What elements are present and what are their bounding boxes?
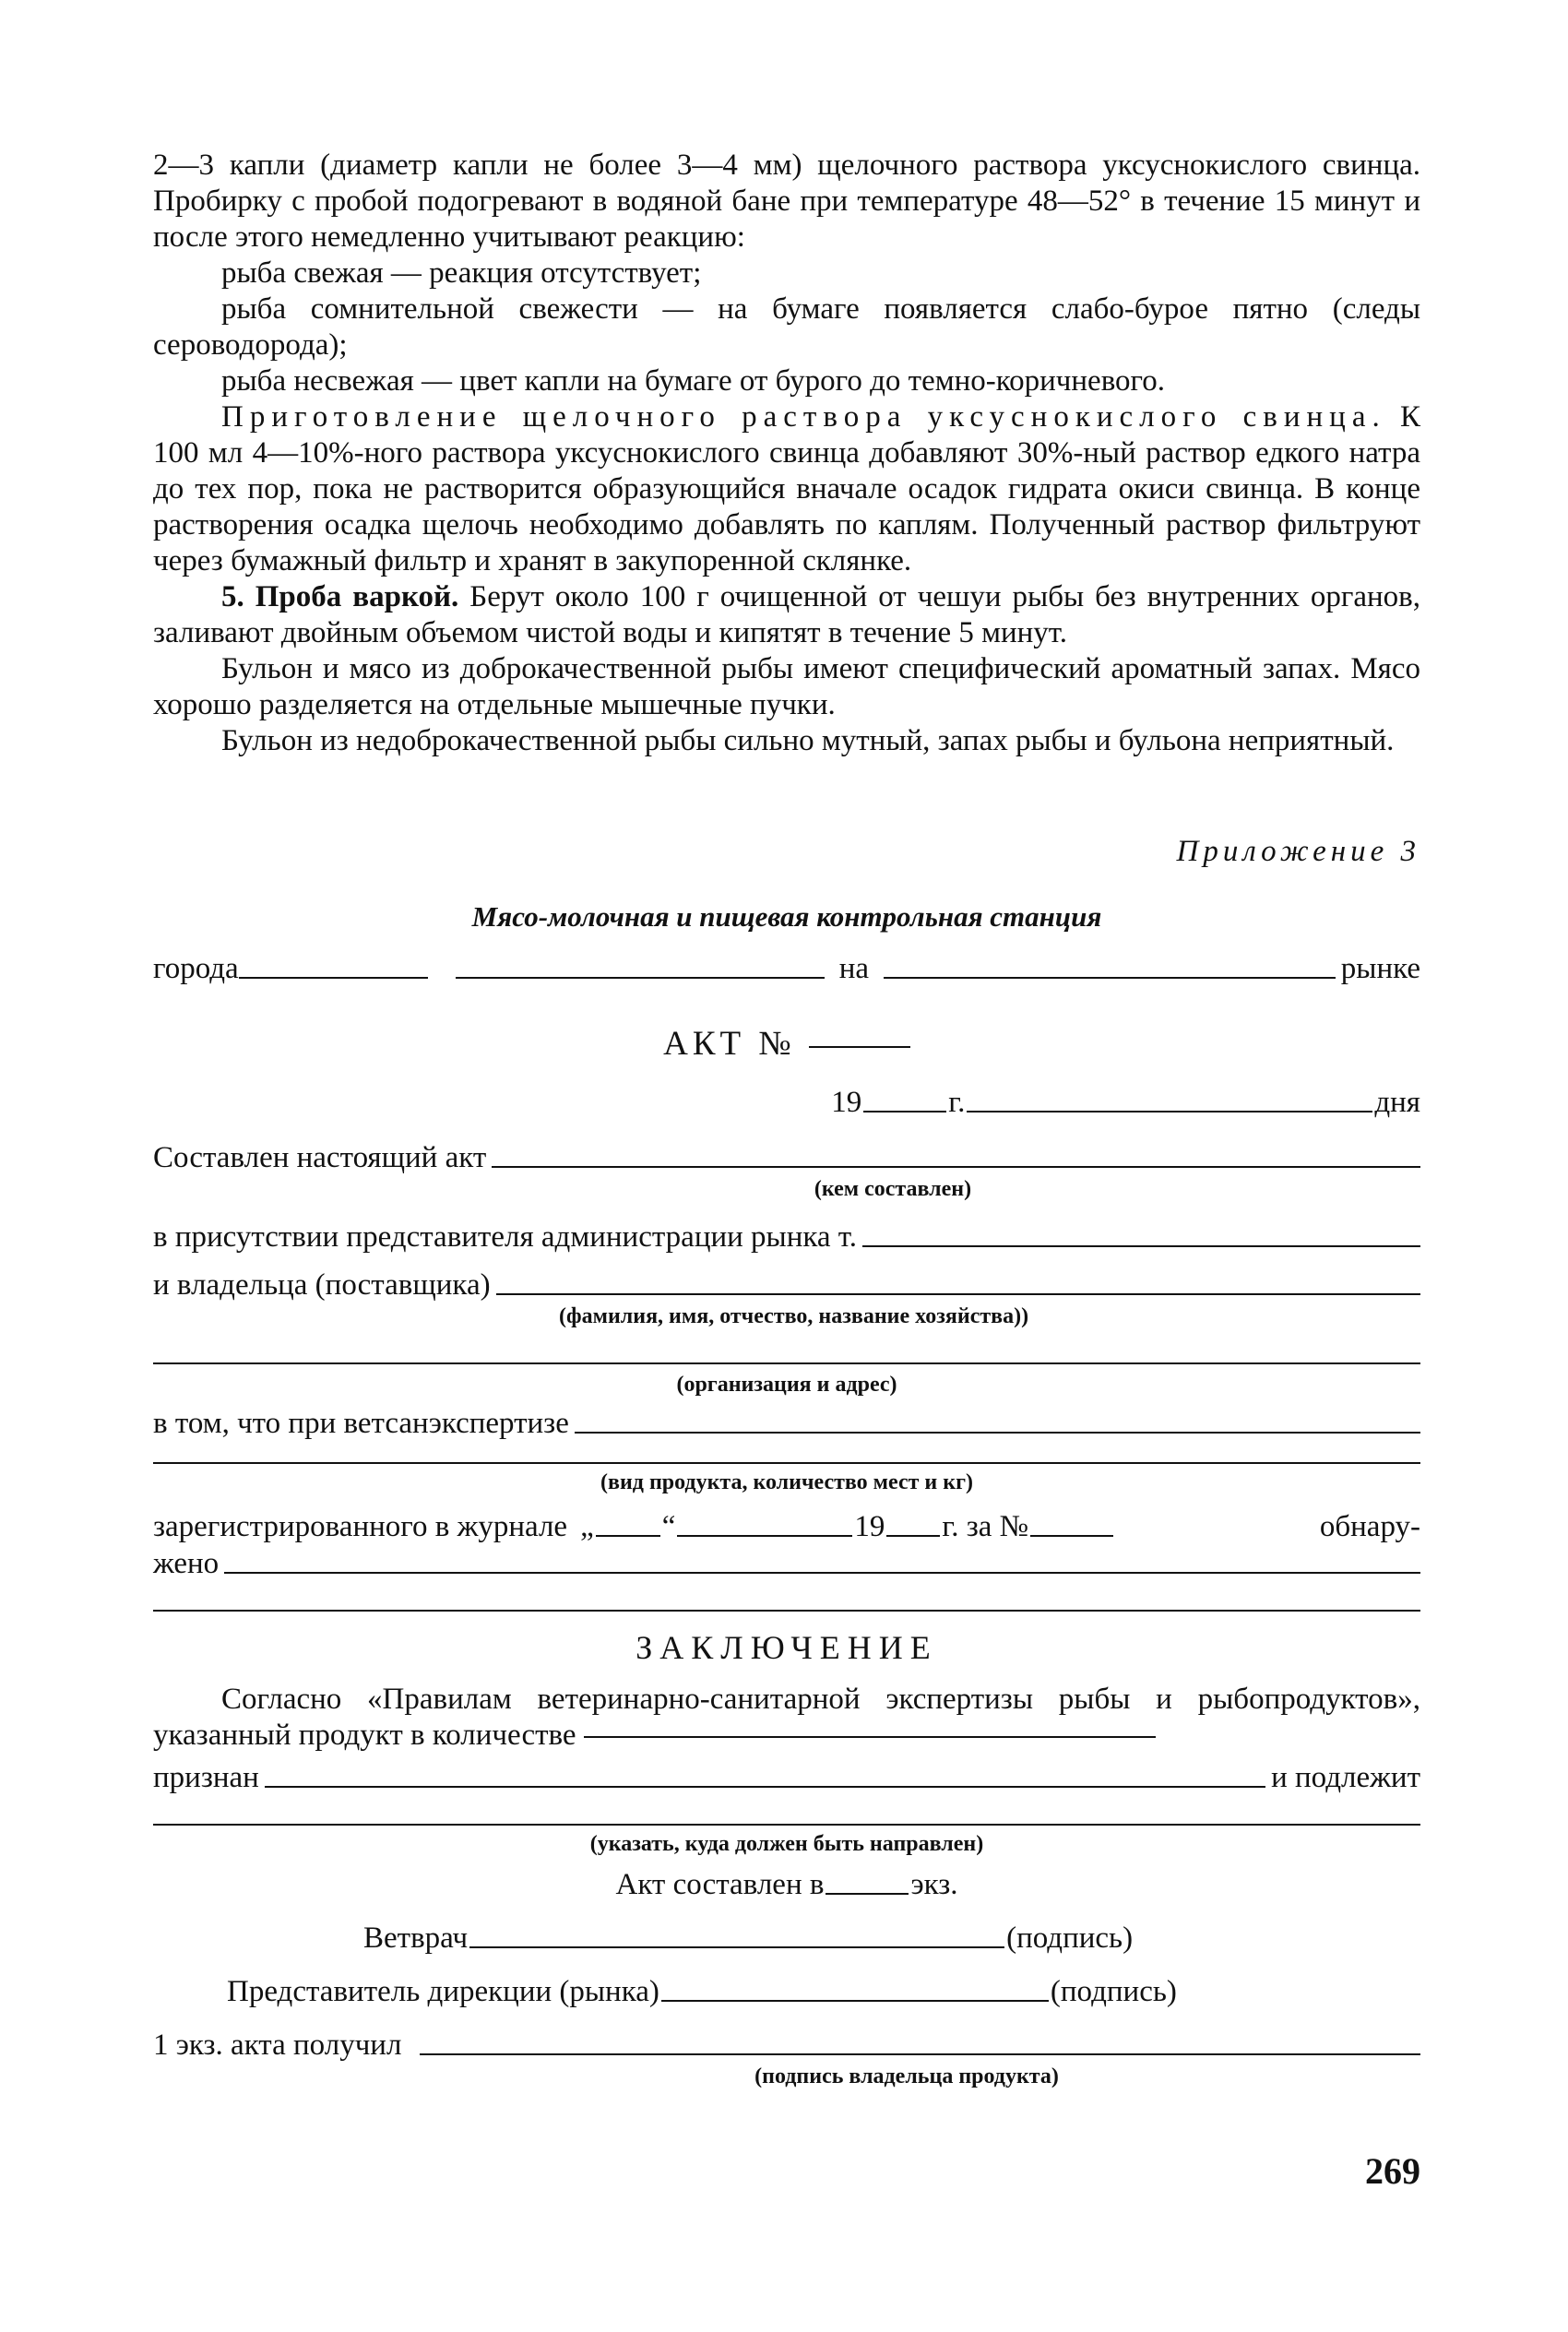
reg-day-blank	[596, 1517, 660, 1537]
page-number: 269	[1365, 2150, 1420, 2192]
date-row	[153, 1084, 1420, 1121]
copies-unit: экз.	[910, 1868, 958, 1901]
subject-label: и подлежит	[1271, 1761, 1420, 1794]
rep-row	[153, 1973, 1420, 2010]
reg-row	[153, 1508, 1420, 1545]
conclusion-title: ЗАКЛЮЧЕНИЕ	[636, 1629, 938, 1666]
paragraph-text: Берут около 100 г очищенной от чешуи рыбы без внутренних органов, заливают двойным объемом чистой воды и кипятят в течение 5 минут.	[153, 580, 1420, 649]
reg-number-label: г. за №	[942, 1510, 1029, 1543]
quote-close: “	[661, 1510, 676, 1543]
received-row	[153, 2027, 1420, 2064]
received-label: 1 экз. акта получил	[153, 2029, 402, 2062]
paragraph: рыба свежая — реакция отсутствует;	[221, 256, 702, 290]
copies-blank	[826, 1874, 909, 1895]
recognized-blank	[265, 1767, 1265, 1788]
owner-row	[153, 1267, 1420, 1303]
bold-heading: 5. Проба варкой.	[221, 580, 459, 613]
presence-row	[153, 1219, 1420, 1255]
paragraph	[153, 399, 1420, 579]
paragraph: Бульон и мясо из доброкачественной рыбы имеют специфический ароматный запах. Мясо хорошо разделяется на отдельные мышечные пучки.	[153, 652, 1420, 721]
received-blank	[420, 2035, 1420, 2055]
act-title	[153, 1024, 1420, 1064]
recognized-label: признан	[153, 1761, 259, 1794]
day-blank	[967, 1092, 1372, 1112]
city-row	[153, 950, 1420, 987]
paragraph: рыба несвежая — цвет капли на бумаге от бурого до темно-коричневого.	[221, 364, 1166, 398]
market-label: рынке	[1340, 952, 1420, 985]
found-label-2: жено	[153, 1547, 220, 1580]
found-row	[153, 1545, 1420, 1582]
signature-caption: (подпись)	[1050, 1975, 1177, 2008]
document-page	[153, 148, 1420, 2089]
day-label: дня	[1374, 1086, 1420, 1119]
reg-number-blank	[1030, 1517, 1113, 1537]
vet-doctor-label: Ветврач	[363, 1922, 469, 1955]
reg-month-blank	[677, 1517, 852, 1537]
vet-doctor-row	[153, 1920, 1420, 1957]
signature-caption: (подпись)	[1006, 1922, 1134, 1955]
vet-signature-blank	[469, 1928, 1004, 1948]
rep-signature-blank	[661, 1981, 1049, 2002]
act-number-label: АКТ №	[663, 1025, 796, 1063]
market-blank	[884, 958, 1336, 979]
on-label: на	[838, 952, 870, 985]
copies-row	[153, 1866, 1420, 1903]
drawn-row	[153, 1139, 1420, 1176]
g-label: г.	[948, 1086, 966, 1119]
blank-line	[153, 1462, 1420, 1464]
caption: (организация и адрес)	[676, 1373, 897, 1397]
vet-row	[153, 1405, 1420, 1442]
reg-year-label: 19	[854, 1510, 885, 1543]
copies-label: Акт составлен в	[615, 1868, 825, 1901]
city-label: города	[153, 952, 239, 985]
appendix-label: Приложение 3	[1176, 835, 1420, 868]
station-title: Мясо-молочная и пищевая контрольная станция	[471, 900, 1102, 933]
quantity-blank	[584, 1736, 1156, 1738]
caption: (кем составлен)	[814, 1177, 972, 1201]
vet-blank	[575, 1413, 1420, 1434]
conclusion-body: Согласно «Правилам ветеринарно-санитарной экспертизы рыбы и рыбопродуктов», указанный продукт в количестве	[153, 1683, 1420, 1752]
act-number-blank	[809, 1046, 910, 1048]
drawn-label: Составлен настоящий акт	[153, 1141, 487, 1174]
paragraph: Бульон из недоброкачественной рыбы сильно мутный, запах рыбы и бульона неприятный.	[221, 724, 1395, 757]
caption: (вид продукта, количество мест и кг)	[600, 1470, 973, 1494]
blank-line	[153, 1362, 1420, 1364]
found-blank	[224, 1553, 1420, 1574]
reg-year-blank	[886, 1517, 940, 1537]
spaced-heading: Приготовление щелочного раствора уксуснокислого свинца.	[221, 400, 1386, 434]
caption: (подпись владельца продукта)	[754, 2064, 1059, 2088]
paragraph: рыба сомнительной свежести — на бумаге появляется слабо-бурое пятно (следы сероводорода);	[153, 292, 1420, 362]
year-blank	[863, 1092, 946, 1112]
paragraph-text: К 100 мл 4—10%-ного раствора уксуснокислого свинца добавляют 30%-ный раствор едкого натра до тех пор, пока не растворится образующийся вначале осадок гидрата окиси свинца. В конце растворения осадка щелочь необходимо добавлять по каплям. Полученный раствор фильтруют через бумажный фильтр и хранят в закупоренной склянке.	[153, 400, 1421, 577]
quote-open: „	[580, 1510, 594, 1543]
rep-label: Представитель дирекции (рынка)	[227, 1975, 659, 2008]
year-label: 19	[831, 1086, 862, 1119]
paragraph	[153, 579, 1420, 651]
presence-blank	[862, 1227, 1420, 1247]
owner-label: и владельца (поставщика)	[153, 1268, 491, 1302]
paragraph: 2—3 капли (диаметр капли не более 3—4 мм) щелочного раствора уксуснокислого свинца. Пробирку с пробой подогревают в водяной бане при температуре 48—52° в течение 15 минут и после этого немедленно учитывают реакцию:	[153, 149, 1420, 254]
presence-label: в присутствии представителя администрации рынка т.	[153, 1220, 857, 1254]
drawn-blank	[492, 1148, 1420, 1168]
reg-label: зарегистрированного в журнале	[153, 1510, 568, 1543]
blank-line	[153, 1824, 1420, 1826]
recognized-row	[153, 1759, 1420, 1796]
found-label: обнару-	[1319, 1510, 1420, 1543]
conclusion-text	[153, 1682, 1420, 1754]
blank-line	[153, 1610, 1420, 1612]
vet-label: в том, что при ветсанэкспертизе	[153, 1407, 569, 1440]
city-blank	[239, 958, 428, 979]
owner-blank	[496, 1275, 1420, 1295]
caption: (указать, куда должен быть направлен)	[589, 1832, 984, 1856]
caption: (фамилия, имя, отчество, название хозяйства))	[559, 1304, 1029, 1328]
city-blank-2	[456, 958, 825, 979]
